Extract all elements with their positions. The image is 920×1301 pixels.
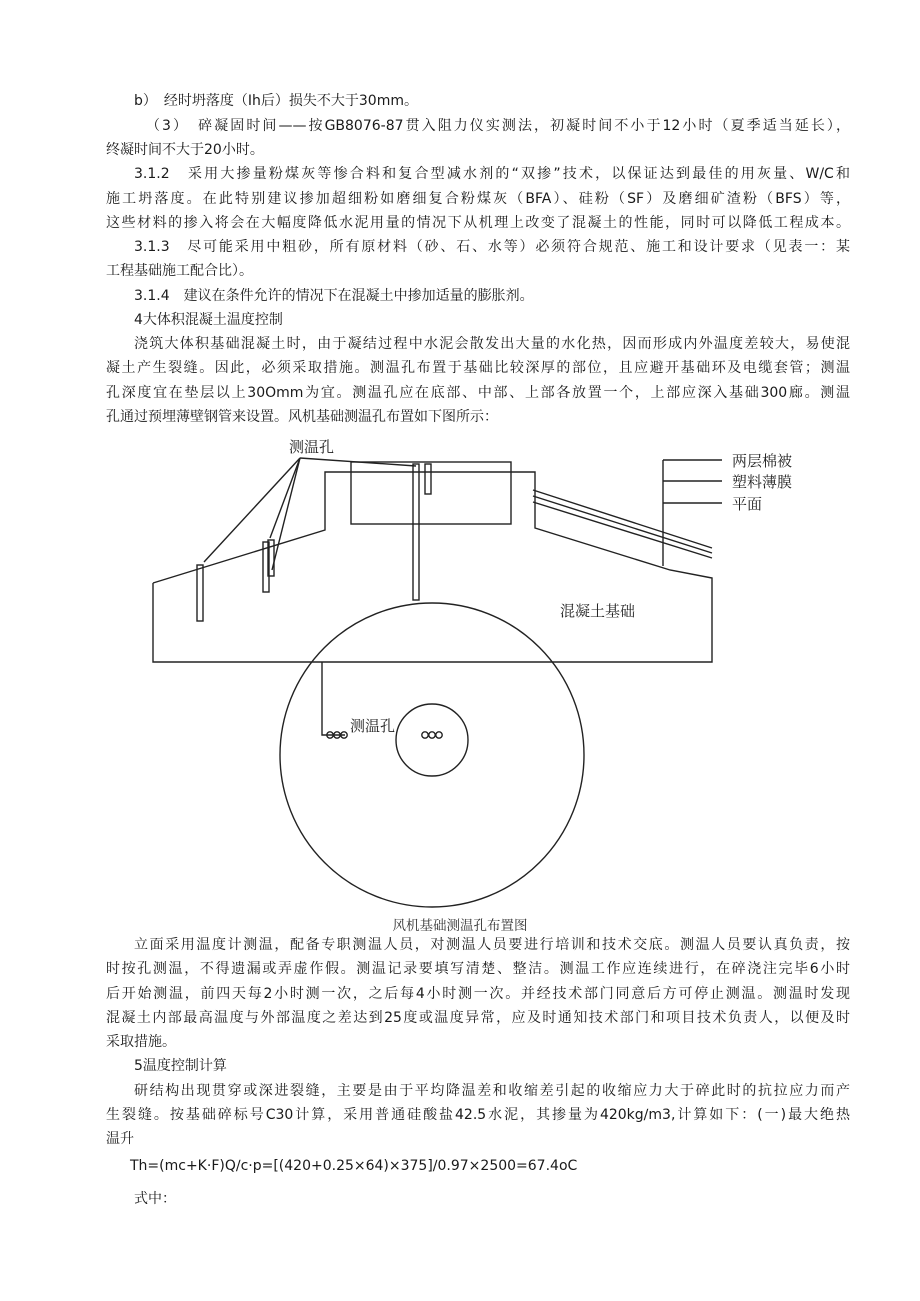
- text-line-18: 混凝土内部最高温度与外部温度之差达到25度或温度异常，应及时通知技术部门和项目技术负责人，以便及时: [106, 1010, 850, 1026]
- text-line-13: 孔深度宜在垫层以上30Omm为宜。测温孔应在底部、中部、上部各放置一个，上部应深入基础300廊。测温: [106, 385, 850, 401]
- text-line-2: （3） 碎凝固时间——按GB8076-87贯入阻力仪实测法，初凝时间不小于12小时（夏季适当延长），: [146, 118, 850, 134]
- text-line-where: 式中：: [134, 1191, 176, 1207]
- pipe-center-a: [413, 464, 419, 600]
- text-line-3: 终凝时间不大于20小时。: [106, 142, 264, 158]
- temperature-hole-diagram: [150, 432, 793, 914]
- pipe-center-b: [425, 464, 431, 494]
- section-heading-5: 5温度控制计算: [134, 1058, 227, 1074]
- label-plan-hole: 测温孔: [350, 717, 396, 735]
- foundation-outline: [153, 472, 712, 662]
- text-line-4: 3.1.2 采用大掺量粉煤灰等惨合料和复合型减水剂的“双掺”技术，以保证达到最佳的用灰量、W/C和: [134, 166, 850, 182]
- text-line-17: 后开始测温，前四天每2小时测一次，之后每4小时测一次。并经技术部门同意后方可停止测温。测温时发现: [106, 986, 850, 1002]
- text-line-7: 3.1.3 尽可能采用中粗砂，所有原材料（砂、石、水等）必须符合规范、施工和设计要求（见表一：某: [134, 239, 850, 255]
- text-line-1: b） 经时坍落度（Ih后）损失不大于30mm。: [134, 93, 418, 109]
- pipe-left: [197, 565, 203, 621]
- text-line-14: 孔通过预埋薄壁钢管来设置。风机基础测温孔布置如下图所示：: [106, 409, 498, 425]
- label-top-hole: 测温孔: [289, 438, 335, 456]
- text-line-19: 采取措施。: [106, 1034, 176, 1050]
- label-layer-blanket: 两层棉被: [732, 452, 793, 470]
- label-layer-film: 塑料薄膜: [732, 473, 793, 491]
- plan-inner-circle: [396, 704, 468, 776]
- text-line-15: 立面采用温度计测温，配备专职测温人员，对测温人员要进行培训和技术交底。测温人员要认真负责，按: [134, 937, 850, 953]
- section-heading-4: 4大体积混凝土温度控制: [134, 312, 283, 328]
- label-foundation: 混凝土基础: [560, 602, 636, 620]
- text-line-12: 凝土产生裂缝。因此，必须采取措施。测温孔布置于基础比较深厚的部位，且应避开基础环及电缆套管；测温: [106, 360, 850, 376]
- formula-max-temp-rise: Th=(mc+K·F)Q∕c·p=[(420+0.25×64)×375]∕0.97×2500=67.4oC: [130, 1158, 578, 1174]
- text-line-8: 工程基础施工配合比）。: [106, 263, 253, 279]
- text-line-9: 3.1.4 建议在条件允许的情况下在混凝土中掺加适量的膨胀剂。: [134, 288, 534, 304]
- label-layer-plane: 平面: [732, 495, 763, 513]
- plan-outer-circle: [280, 603, 584, 907]
- text-line-21: 研结构出现贯穿或深进裂缝，主要是由于平均降温差和收缩差引起的收缩应力大于碎此时的抗拉应力而产: [134, 1083, 850, 1099]
- text-line-11: 浇筑大体积基础混凝土时，由于凝结过程中水泥会散发出大量的水化热，因而形成内外温度差较大，易使混: [134, 336, 850, 352]
- text-line-5: 施工坍落度。在此特别建议掺加超细粉如磨细复合粉煤灰（BFA）、硅粉（SF）及磨细矿渣粉（BFS）等，: [106, 191, 850, 207]
- text-line-23: 温升: [106, 1131, 134, 1147]
- figure-caption: 风机基础测温孔布置图: [392, 918, 528, 934]
- text-line-6: 这些材料的掺入将会在大幅度降低水泥用量的情况下从机理上改变了混凝土的性能，同时可以降低工程成本。: [106, 215, 850, 231]
- text-line-16: 时按孔测温，不得遗漏或弄虚作假。测温记录要填写清楚、整洁。测温工作应连续进行，在碎浇注完毕6小时: [106, 961, 850, 977]
- text-line-22: 生裂缝。按基础碎标号C30计算，采用普通硅酸盐42.5水泥，其掺量为420kg∕m3,计算如下：(一)最大绝热: [106, 1107, 850, 1123]
